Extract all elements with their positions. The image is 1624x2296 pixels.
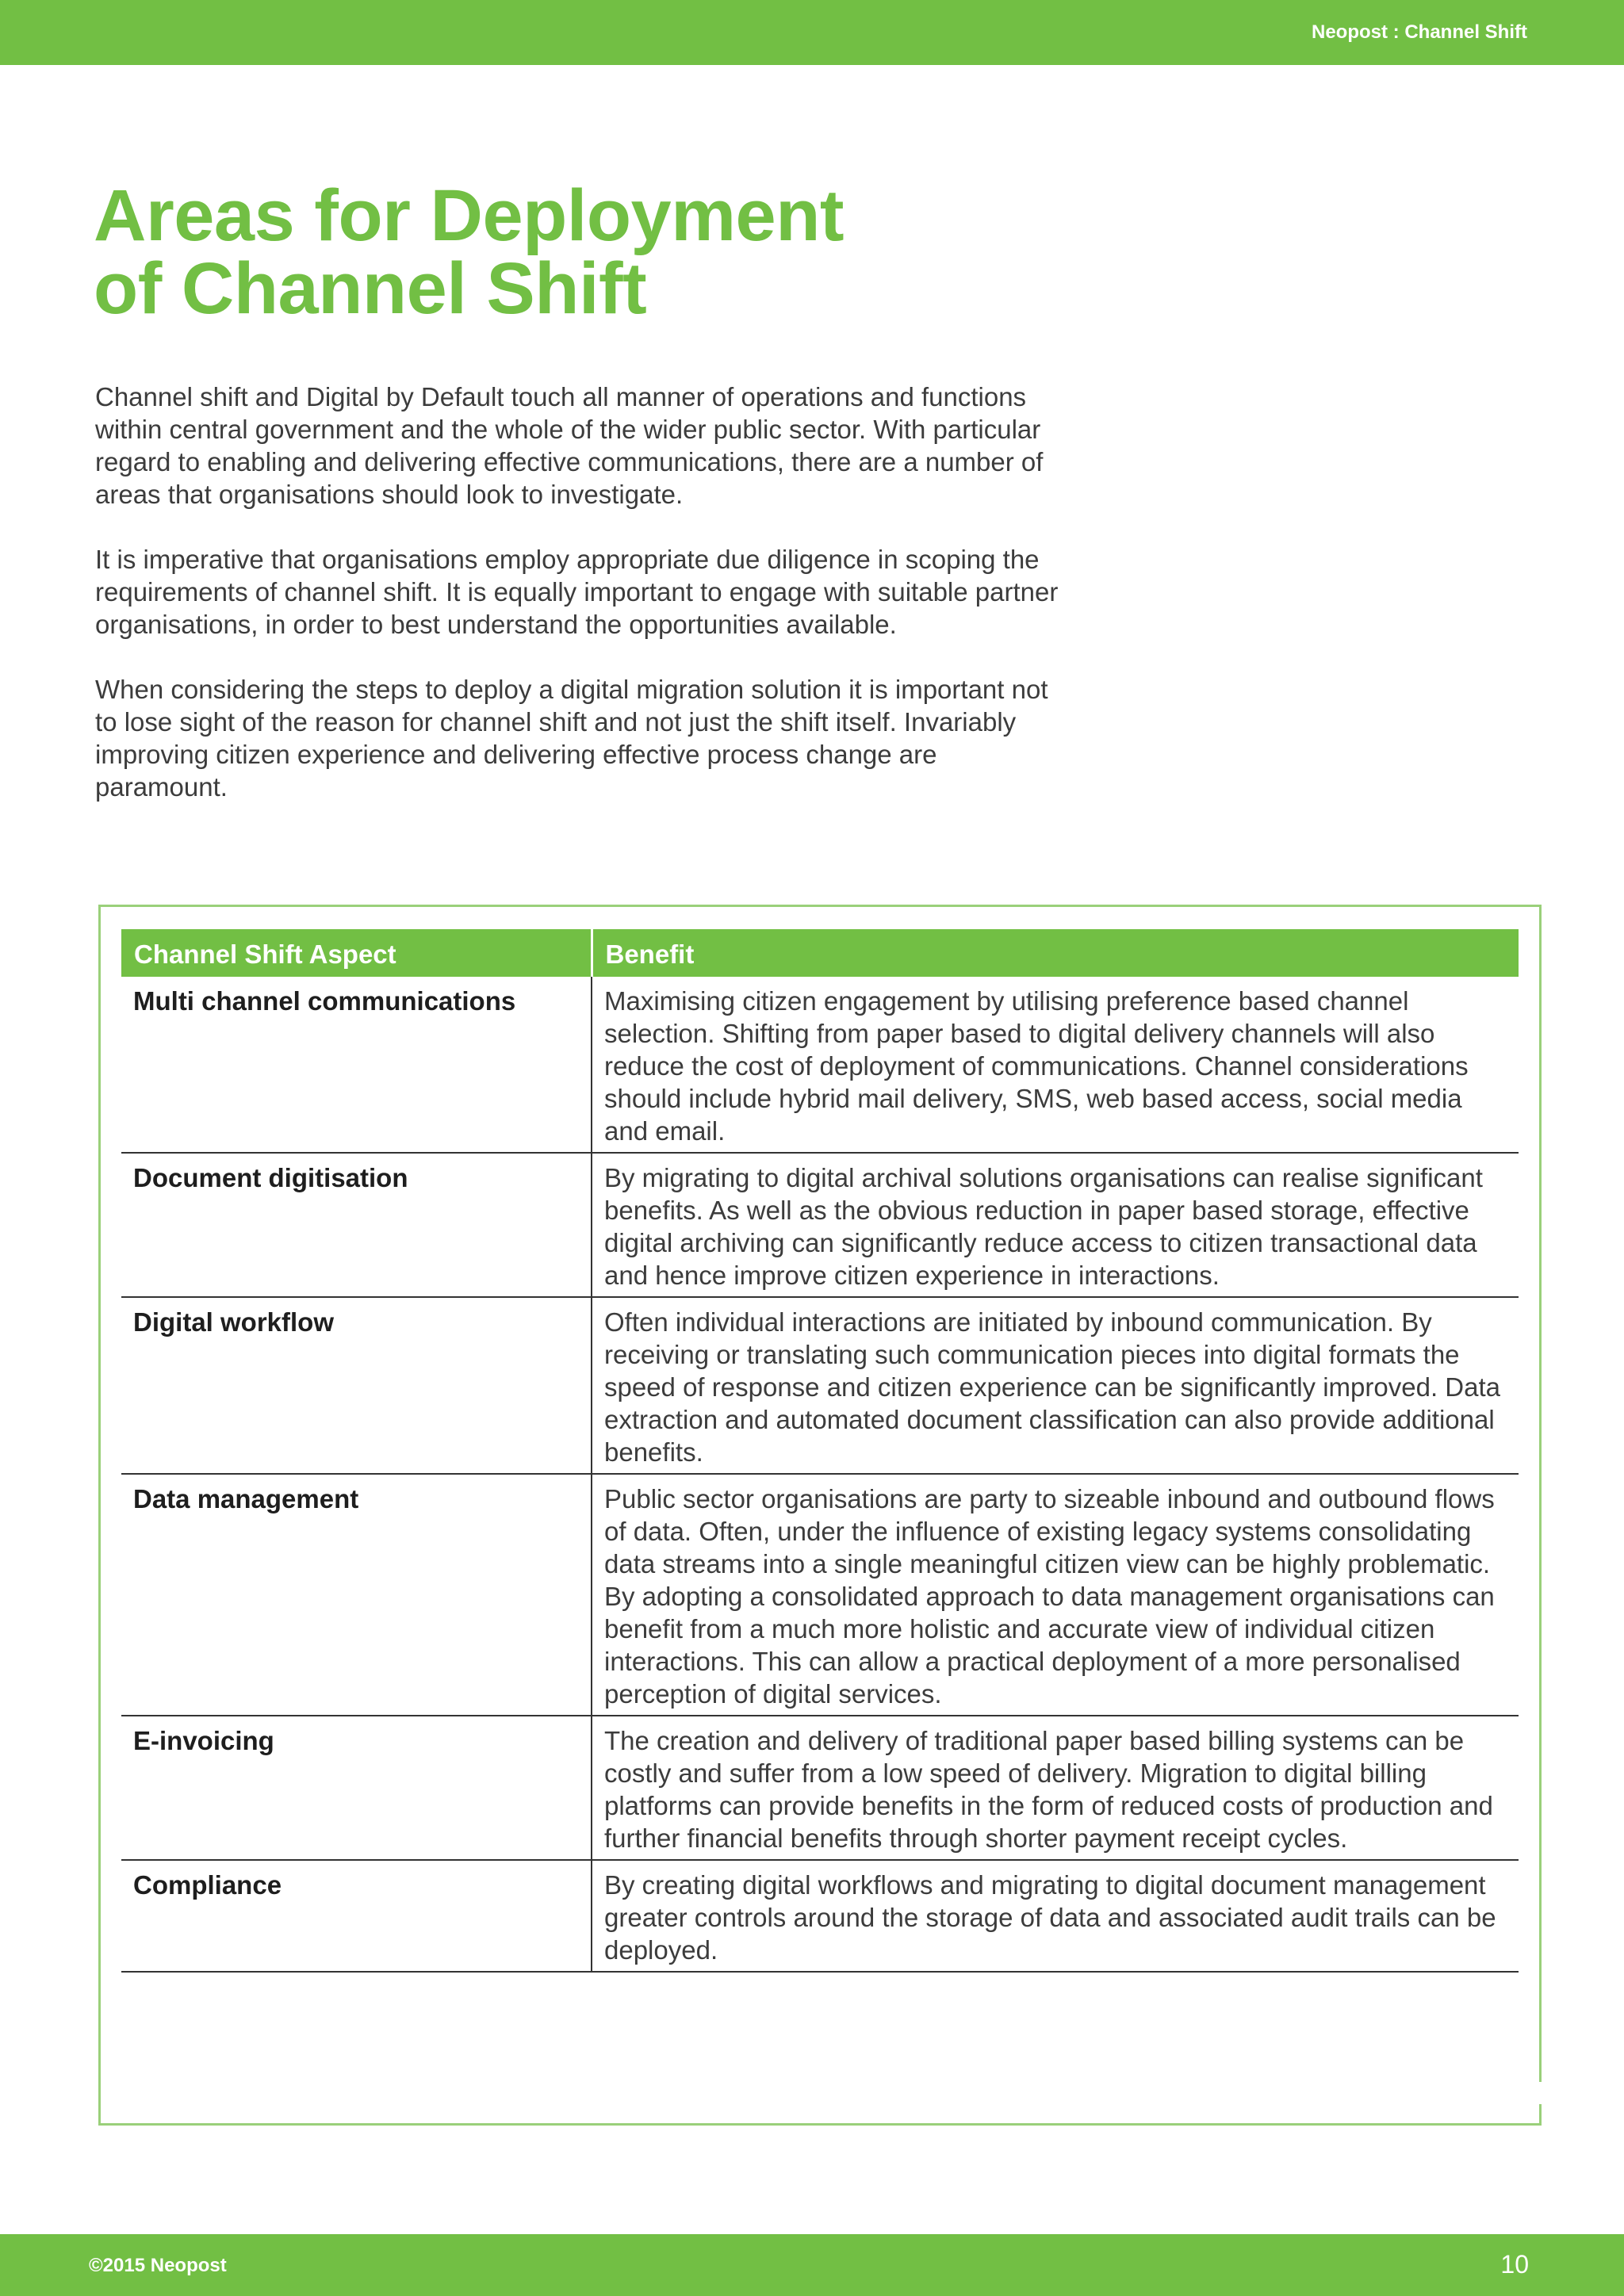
benefit-cell: By creating digital workflows and migrating to digital document management greater controls around the storage of data and associated audit trails can be deployed. (592, 1860, 1519, 1972)
footer-bar (0, 2234, 1624, 2296)
page-title-line-2: of Channel Shift (94, 248, 647, 329)
copyright-text: ©2015 Neopost (89, 2255, 227, 2276)
benefit-cell: Public sector organisations are party to sizeable inbound and outbound flows of data. Often, under the influence of existing legacy systems consolidating data streams into a single meaningful citizen view can be highly problematic. By adopting a consolidated approach to data management organisations can benefit from a much more holistic and accurate view of individual citizen interactions. This can allow a practical deployment of a more personalised perception of digital services. (592, 1474, 1519, 1716)
channel-shift-table (121, 929, 1519, 1973)
intro-paragraph: When considering the steps to deploy a digital migration solution it is important not to lose sight of the reason for channel shift and not just the shift itself. Invariably improving citizen experience and delivering effective process change are paramount. (95, 675, 1048, 802)
intro-text (95, 381, 1071, 836)
table-row (121, 1474, 1519, 1716)
aspect-cell: Document digitisation (121, 1153, 592, 1297)
table-row (121, 1716, 1519, 1860)
table-row (121, 1153, 1519, 1297)
aspect-cell: Data management (121, 1474, 592, 1716)
table-row (121, 1860, 1519, 1972)
table-row (121, 1297, 1519, 1474)
intro-paragraph: It is imperative that organisations employ appropriate due diligence in scoping the requirements of channel shift. It is equally important to engage with suitable partner organisations, in order to best understand the opportunities available. (95, 545, 1059, 639)
column-header-aspect: Channel Shift Aspect (121, 929, 592, 977)
header-title: Neopost : Channel Shift (1312, 21, 1527, 43)
header-bar (0, 0, 1624, 65)
aspect-cell: Multi channel communications (121, 977, 592, 1153)
page-number: 10 (1500, 2250, 1529, 2279)
benefit-cell: By migrating to digital archival solutions organisations can realise significant benefits. As well as the obvious reduction in paper based storage, effective digital archiving can significantly reduce access to citizen transactional data and hence improve citizen experience in interactions. (592, 1153, 1519, 1297)
aspect-cell: Compliance (121, 1860, 592, 1972)
page-title (94, 175, 1045, 329)
table-row (121, 977, 1519, 1153)
table-header-row (121, 929, 1519, 977)
frame-notch (1533, 2082, 1544, 2104)
column-header-benefit: Benefit (592, 929, 1519, 977)
page-title-line-1: Areas for Deployment (94, 175, 845, 256)
benefit-cell: Often individual interactions are initiated by inbound communication. By receiving or translating such communication pieces into digital formats the speed of response and citizen experience can be significantly improved. Data extraction and automated document classification can also provide additional benefits. (592, 1297, 1519, 1474)
aspect-cell: Digital workflow (121, 1297, 592, 1474)
intro-paragraph: Channel shift and Digital by Default touch all manner of operations and functions within central government and the whole of the wider public sector. With particular regard to enabling and delivering effective communications, there are a number of areas that organisations should look to investigate. (95, 382, 1044, 509)
aspect-cell: E-invoicing (121, 1716, 592, 1860)
benefit-cell: Maximising citizen engagement by utilising preference based channel selection. Shifting from paper based to digital delivery channels will also reduce the cost of deployment of communications. Channel considerations should include hybrid mail delivery, SMS, web based access, social media and email. (592, 977, 1519, 1153)
benefit-cell: The creation and delivery of traditional paper based billing systems can be costly and suffer from a low speed of delivery. Migration to digital billing platforms can provide benefits in the form of reduced costs of production and further financial benefits through shorter payment receipt cycles. (592, 1716, 1519, 1860)
